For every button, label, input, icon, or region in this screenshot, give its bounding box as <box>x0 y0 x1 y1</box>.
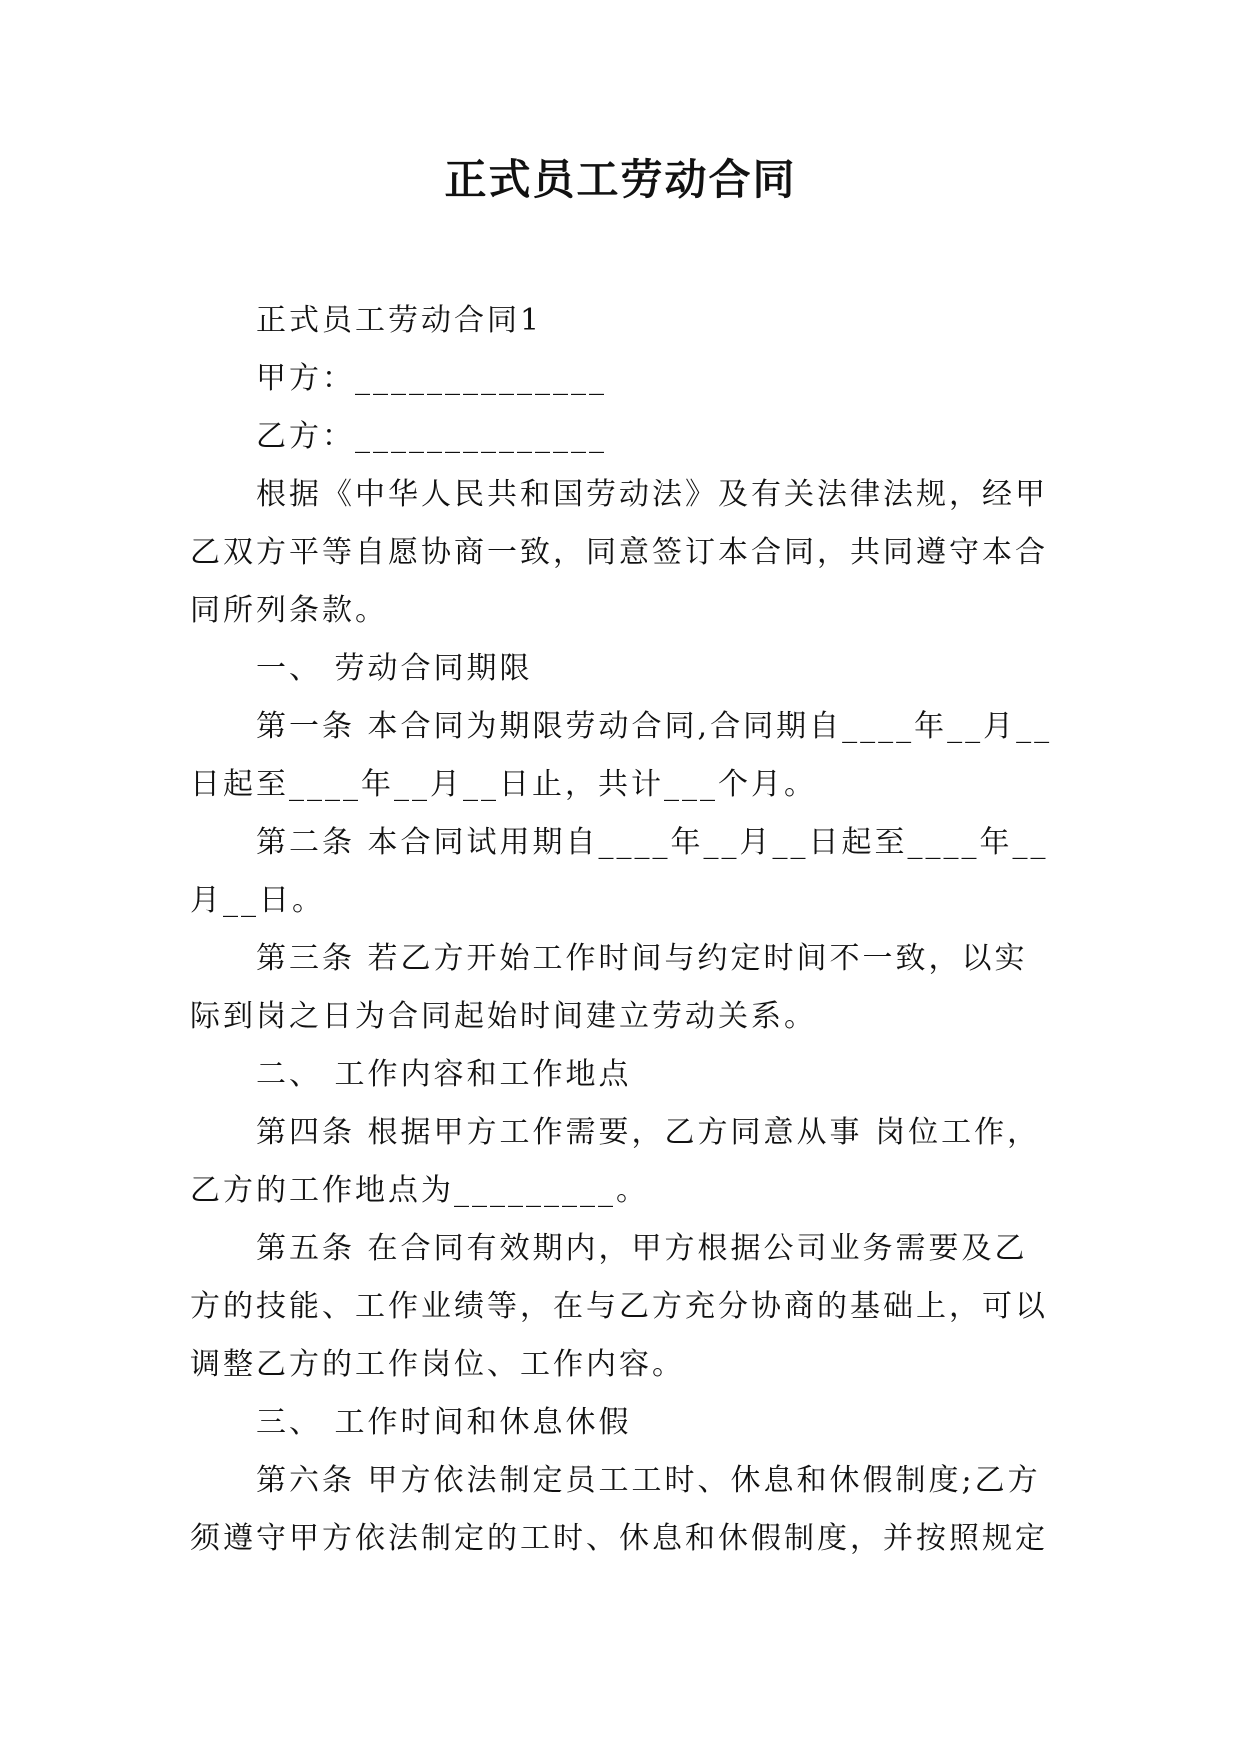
preamble-paragraph: 根据《中华人民共和国劳动法》及有关法律法规，经甲乙双方平等自愿协商一致，同意签订本合同，共同遵守本合同所列条款。 <box>190 477 1048 628</box>
party-b-line: 乙方：______________ <box>256 419 607 454</box>
section-heading-3: 三、 工作时间和休息休假 <box>256 1405 632 1440</box>
article-2: 第二条 本合同试用期自____年__月__日起至____年__月__日。 <box>190 825 1049 918</box>
section-heading-1: 一、 劳动合同期限 <box>256 651 533 686</box>
document-title: 正式员工劳动合同 <box>444 155 797 204</box>
article-6: 第六条 甲方依法制定员工工时、休息和休假制度;乙方须遵守甲方依法制定的工时、休息和休假制度，并按照规定 <box>190 1463 1048 1556</box>
contract-subtitle: 正式员工劳动合同1 <box>256 303 543 338</box>
article-4: 第四条 根据甲方工作需要，乙方同意从事 岗位工作，乙方的工作地点为_________。 <box>190 1115 1041 1208</box>
document-body <box>190 292 1060 1568</box>
article-3: 第三条 若乙方开始工作时间与约定时间不一致，以实际到岗之日为合同起始时间建立劳动关系。 <box>190 941 1028 1034</box>
article-5: 第五条 在合同有效期内，甲方根据公司业务需要及乙方的技能、工作业绩等，在与乙方充分协商的基础上，可以调整乙方的工作岗位、工作内容。 <box>190 1231 1048 1382</box>
section-heading-2: 二、 工作内容和工作地点 <box>256 1057 632 1092</box>
party-a-line: 甲方：______________ <box>256 361 607 396</box>
article-1: 第一条 本合同为期限劳动合同,合同期自____年__月__日起至____年__月__日止，共计___个月。 <box>190 709 1053 802</box>
